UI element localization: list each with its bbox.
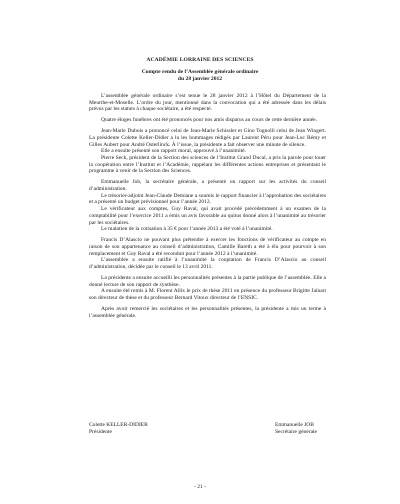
signatory-name: Colette KELLER-DIDIER: [89, 422, 148, 428]
paragraph: Pierre Seck, président de la Section des sciences de l’Institut Grand Ducal, a pris la parole pour louer la coopération entre l’Institut et l’Académie, rappelant les différentes actions entreprises et présentant le programme à venir de la Section des Sciences.: [89, 155, 326, 175]
signatory-name: Emmanuelle JOB: [275, 422, 314, 428]
signatory-role: Présidente: [89, 429, 112, 435]
paragraph: A ensuite été remis à M. Florent Allix le prix de thèse 2011 en présence du professeur Brigitte Jaïnart son directeur de thèse et du professeur Bernard Vitoux directeur de l’ENSIC.: [89, 288, 326, 301]
signatory-role: Secrétaire générale: [275, 429, 317, 435]
paragraph: L’assemblée générale ordinaire s’est tenue le 28 janvier 2012 à l’Hôtel du Département de la Meurthe-et-Moselle. L’ordre du jour, mentionné dans la convocation qui a été adressée dans les délais prévus par les statuts à chaque sociétaire, a été respecté.: [89, 93, 326, 113]
paragraph: Quatre éloges funèbres ont été prononcés pour nos amis disparus au cours de cette dernière année.: [101, 117, 317, 124]
document-body: [89, 93, 326, 323]
document-title: [0, 69, 400, 83]
paragraph: L’assemblée a ensuite ratifié à l’unanimité la cooptation de Francis D’Alascio au conseil d’administration, décidée par le conseil le 13 avril 2011.: [89, 257, 326, 270]
page-number: - 21 -: [194, 484, 206, 490]
organization-heading: ACADÉMIE LORRAINE DES SCIENCES: [146, 57, 254, 63]
paragraph: Jean-Marie Dubois a prononcé celui de Jean-Marie Schissler et Gino Tognolli celui de Jean Wingert. La présidente Colette Keller-Didier a lu les hommages rédigés par Laurent Péru pour Jean-Luc Rémy et Gilles Aubert pour André Osterlinck. À l’issue, la présidente a fait observer une minute de silence.: [89, 128, 326, 148]
paragraph: Le vérificateur aux comptes, Guy Raval, qui avait procédé précédemment à un examen de la comptabilité pour l’exercice 2011 a émis un avis favorable au quitus donné alors à l’unanimité au trésorier par les sociétaires.: [89, 206, 326, 226]
paragraph: Après avoir remercié les sociétaires et les personnalités présentes, la présidente a mis un terme à l’assemblée générale.: [89, 305, 326, 319]
paragraph: Le trésorier-adjoint Jean-Claude Demiane a soumis le rapport financier à l’approbation des sociétaires et a présenté un budget prévisionnel pour l’année 2012.: [89, 192, 326, 206]
title-line-1: Compte rendu de l’Assemblée générale ordinaire: [141, 69, 259, 75]
signature-secretary: [275, 422, 327, 436]
paragraph: Le maintien de la cotisation à 35 € pour l’année 2013 a été voté à l’unanimité.: [101, 226, 273, 233]
title-line-2: du 28 janvier 2012: [177, 76, 223, 82]
paragraph: Emmanuelle Job, la secrétaire générale, a présenté un rapport sur les activités du conseil d’administration.: [89, 179, 326, 192]
paragraph: Francis D’Alascio ne pouvant plus prétendre à exercer les fonctions de vérificateur au compte en raison de son appartenance au conseil d’administration, Camille Bareth a été à élu pour pourvoir à son remplacement et Guy Raval a été reconduit pour l’année 2012 à l’unanimité.: [89, 237, 326, 257]
paragraph: Elle a ensuite présenté son rapport moral, approuvé à l’unanimité.: [101, 148, 246, 155]
paragraph: La présidente a ensuite accueilli les personnalités présentes à la partie publique de l’assemblée. Elle a donné lecture de son rapport de synthèse.: [89, 274, 326, 288]
signature-president: [89, 422, 148, 436]
